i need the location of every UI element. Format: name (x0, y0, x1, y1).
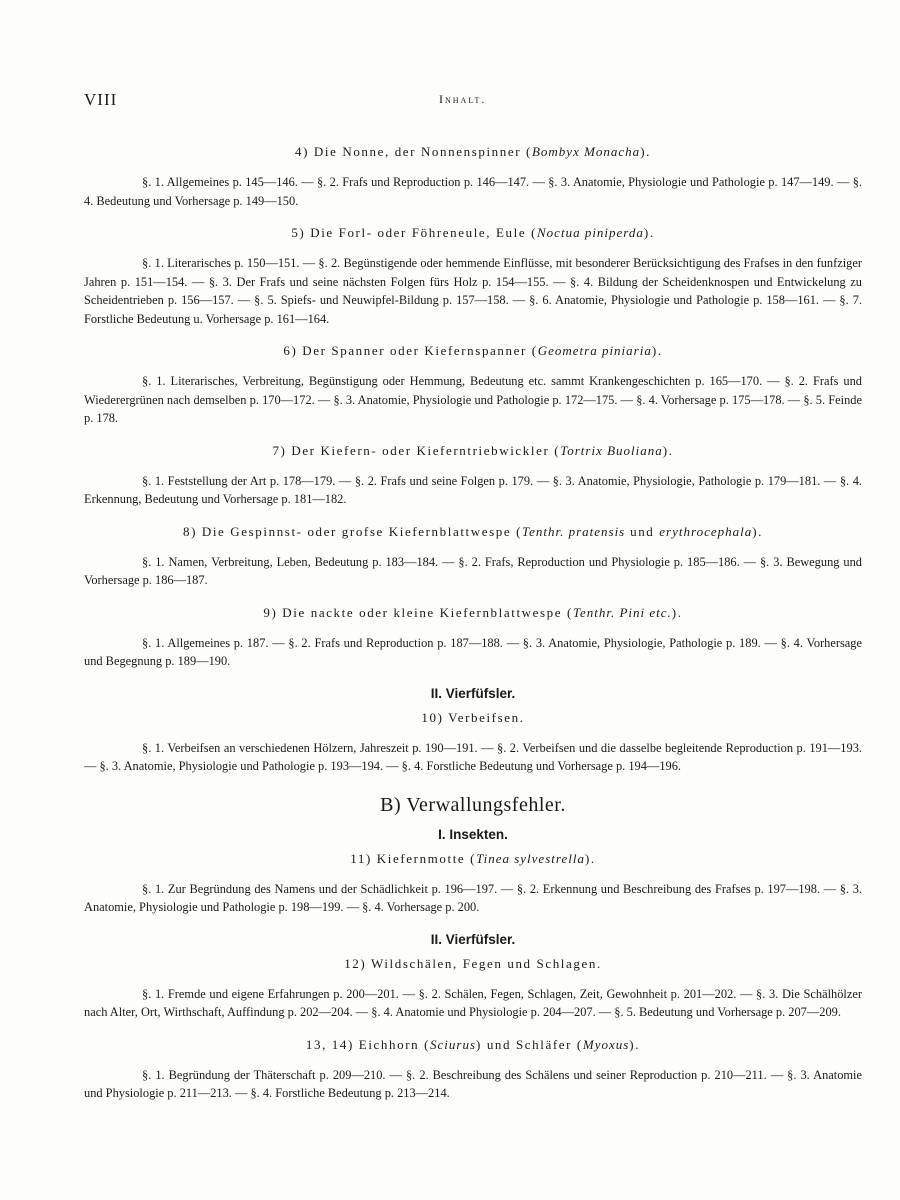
section-title-9: 9) Die nackte oder kleine Kiefernblattwespe (Tenthr. Pini etc.). (263, 604, 683, 620)
section-title-7: 7) Der Kiefern- oder Kieferntriebwickler (Tortrix Buoliana). (272, 442, 674, 458)
part-heading-vierfuesler: II. Vierfüfsler. (430, 685, 516, 701)
section-text-6: §. 1. Literarisches, Verbreitung, Begünstigung oder Hemmung, Bedeutung etc. sammt Krankengeschichten p. 165—170. — §. 2. Frafs und Wiederergrünen nach demselben p. 170—172. — §. 3. Anatomie, Physiologie und Pathologie p. 172—175. — §. 4. Vorhersage p. 175—178. — §. 5. Feinde p. 178. (84, 374, 862, 425)
page-number: VIII (84, 90, 118, 109)
section-text-10: §. 1. Verbeifsen an verschiedenen Hölzern, Jahreszeit p. 190—191. — §. 2. Verbeifsen und die dasselbe begleitende Reproduction p. 191—193. — §. 3. Anatomie, Physiologie und Pathologie p. 193—194. — §. 4. Forstliche Bedeutung und Vorhersage p. 194—196. (84, 740, 862, 773)
section-title-10: 10) Verbeifsen. (421, 709, 525, 725)
section-text-4: §. 1. Allgemeines p. 145—146. — §. 2. Frafs und Reproduction p. 146—147. — §. 3. Anatomie, Physiologie und Pathologie p. 147—149. — §. 4. Bedeutung und Vorhersage p. 149—150. (84, 175, 862, 208)
section-text-11: §. 1. Zur Begründung des Namens und der Schädlichkeit p. 196—197. — §. 2. Erkennung und Beschreibung des Frafses p. 197—198. — §. 3. Anatomie, Physiologie und Pathologie p. 198—199. — §. 4. Vorhersage p. 200. (84, 881, 862, 914)
section-title-8: 8) Die Gespinnst- oder grofse Kiefernblattwespe (Tenthr. pratensis und erythrocephala). (182, 523, 764, 539)
section-title-6: 6) Der Spanner oder Kiefernspanner (Geometra piniaria). (283, 343, 663, 358)
section-title-4: 4) Die Nonne, der Nonnenspinner (Bombyx Monacha). (295, 144, 651, 159)
section-title-5: 5) Die Forl- oder Föhreneule, Eule (Noctua piniperda). (291, 225, 655, 240)
part-heading-insekten: I. Insekten. (438, 826, 508, 842)
section-text-5: §. 1. Literarisches p. 150—151. — §. 2. Begünstigende oder hemmende Einflüsse, mit besonderer Berücksichtigung des Frafses in den funfziger Jahren p. 151—154. — §. 3. Der Frafs und seine nächsten Folgen fürs Holz p. 154—155. — §. 4. Bildung der Scheidenknospen und Entwickelung zu Scheidentrieben p. 156—157. — §. 5. Spiefs- und Neuwipfel-Bildung p. 157—158. — §. 6. Anatomie, Physiologie und Pathologie p. 158—161. — §. 7. Forstliche Bedeutung u. Vorhersage p. 161—164. (84, 256, 862, 326)
running-title: Inhalt. (439, 92, 487, 106)
section-text-8: §. 1. Namen, Verbreitung, Leben, Bedeutung p. 183—184. — §. 2. Frafs, Reproduction und Physiologie p. 185—186. — §. 3. Bewegung und Vorhersage p. 186—187. (84, 554, 862, 587)
section-title-11: 11) Kiefernmotte (Tinea sylvestrella). (350, 850, 596, 866)
section-title-12: 12) Wildschälen, Fegen und Schlagen. (344, 955, 602, 971)
chapter-heading-verwallungsfehler: B) Verwallungsfehler. (380, 793, 566, 816)
section-text-13-14: §. 1. Begründung der Thäterschaft p. 209—210. — §. 2. Beschreibung des Schälens und seiner Reproduction p. 210—211. — §. 3. Anatomie und Physiologie p. 211—213. — §. 4. Forstliche Bedeutung p. 213—214. (84, 1067, 862, 1100)
section-title-13-14: 13, 14) Eichhorn (Sciurus) und Schläfer (Myoxus). (305, 1036, 641, 1052)
section-text-7: §. 1. Feststellung der Art p. 178—179. — §. 2. Frafs und seine Folgen p. 179. — §. 3. Anatomie, Physiologie, Pathologie p. 179—181. — §. 4. Erkennung, Bedeutung und Vorhersage p. 181—182. (84, 473, 862, 506)
part-heading-vierfuesler-2: II. Vierfüfsler. (430, 931, 516, 947)
section-text-9: §. 1. Allgemeines p. 187. — §. 2. Frafs und Reproduction p. 187—188. — §. 3. Anatomie, Physiologie, Pathologie p. 189. — §. 4. Vorhersage und Begegnung p. 189—190. (84, 635, 862, 668)
page-header (84, 90, 862, 110)
section-text-12: §. 1. Fremde und eigene Erfahrungen p. 200—201. — §. 2. Schälen, Fegen, Schlagen, Zeit, Gewohnheit p. 201—202. — §. 3. Die Schälhölzer nach Alter, Ort, Wirthschaft, Auffindung p. 202—204. — §. 4. Anatomie und Physiologie p. 204—207. — §. 5. Bedeutung und Vorhersage p. 207—209. (84, 986, 862, 1019)
table-of-contents (84, 144, 862, 1118)
